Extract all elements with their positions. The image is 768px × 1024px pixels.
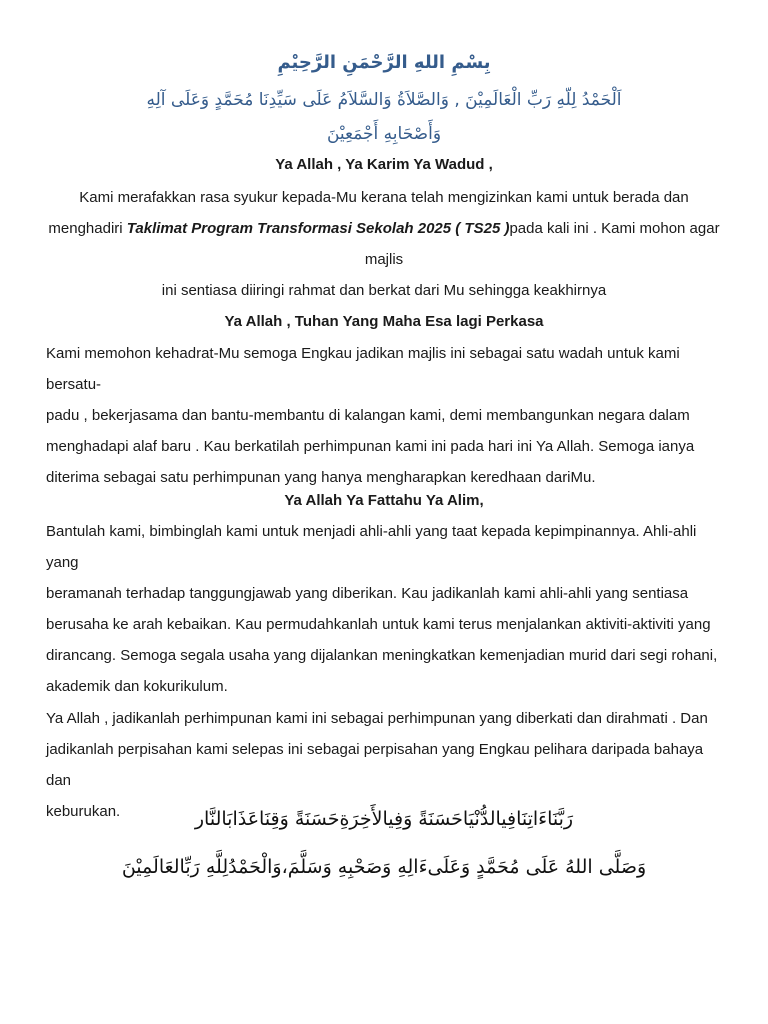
- section3-heading: Ya Allah Ya Fattahu Ya Alim,: [284, 492, 484, 509]
- section3-line: dirancang. Semoga segala usaha yang dijalankan meningkatkan kemenjadian murid dari segi rohani,: [46, 647, 718, 664]
- section4-line: jadikanlah perpisahan kami selepas ini sebagai perpisahan yang Engkau pelihara daripada bahaya dan: [46, 741, 704, 789]
- hamdalah-line-1: اَلْحَمْدُ لِلّهِ رَبِّ الْعَالَمِيْنَ , وَالصَّلاَةُ وَالسَّلاَمُ عَلَى سَيِّدِنَا مُحَمَّدٍ وَعَلَى آلِهِ: [146, 90, 622, 110]
- section2-line: menghadapi alaf baru . Kau berkatilah perhimpunan kami ini pada hari ini Ya Allah. Semoga ianya: [46, 438, 695, 455]
- section1-line-2-pre: menghadiri: [48, 220, 127, 237]
- section4-line: keburukan.: [46, 803, 121, 820]
- section1-line-1: Kami merafakkan rasa syukur kepada-Mu kerana telah mengizinkan kami untuk berada dan: [79, 189, 689, 206]
- section1-line-3: ini sentiasa diiringi rahmat dan berkat dari Mu sehingga keakhirnya: [161, 282, 607, 299]
- program-title: Taklimat Program Transformasi Sekolah 2025 ( TS25 ): [126, 220, 510, 237]
- section3-line: akademik dan kokurikulum.: [46, 678, 228, 695]
- section3-line: berusaha ke arah kebaikan. Kau permudahkanlah untuk kami terus menjalankan aktiviti-aktiviti yang: [46, 616, 711, 633]
- section3-line: Bantulah kami, bimbinglah kami untuk menjadi ahli-ahli yang taat kepada kepimpinannya. Ahli-ahli yang: [46, 523, 697, 571]
- section2-line: diterima sebagai satu perhimpunan yang hanya mengharapkan keredhaan dariMu.: [46, 469, 596, 486]
- section1-line-2-post: pada kali ini . Kami mohon agar majlis: [364, 220, 720, 268]
- closing-prayer-line-2: وَصَلَّى اللهُ عَلَى مُحَمَّدٍ وَعَلَىءَالِهِ وَصَحْبِهِ وَسَلَّمَ،وَالْحَمْدُلِلَّهِ رَبِّالعَالَمِيْنَ: [121, 856, 647, 878]
- hamdalah-line-2: وَأَصْحَابِهِ أَجْمَعِيْنَ: [326, 124, 442, 144]
- section2-line: Kami memohon kehadrat-Mu semoga Engkau jadikan majlis ini sebagai satu wadah untuk kami bersatu-: [46, 345, 680, 393]
- section3-line: beramanah terhadap tanggungjawab yang diberikan. Kau jadikanlah kami ahli-ahli yang sentiasa: [46, 585, 689, 602]
- section3-paragraph: [46, 516, 722, 702]
- closing-prayer-line-1: رَبَّنَاءَاتِنَافِيالدُّنْيَاحَسَنَةً وَفِيالأَخِرَةِحَسَنَةً وَقِنَاعَذَابَالنَّار: [194, 808, 574, 830]
- basmala: بِسْمِ اللهِ الرَّحْمَنِ الرَّحِيْمِ: [277, 52, 491, 73]
- section1-heading: Ya Allah , Ya Karim Ya Wadud ,: [275, 156, 493, 173]
- section4-line: Ya Allah , jadikanlah perhimpunan kami ini sebagai perhimpunan yang diberkati dan dirahmati . Dan: [46, 710, 708, 727]
- section2-heading: Ya Allah , Tuhan Yang Maha Esa lagi Perkasa: [224, 313, 544, 330]
- section2-paragraph: [46, 338, 722, 493]
- section1-line-2: [46, 213, 722, 275]
- section1-paragraph: [46, 182, 722, 306]
- section2-line: padu , bekerjasama dan bantu-membantu di kalangan kami, demi membangunkan negara dalam: [46, 407, 690, 424]
